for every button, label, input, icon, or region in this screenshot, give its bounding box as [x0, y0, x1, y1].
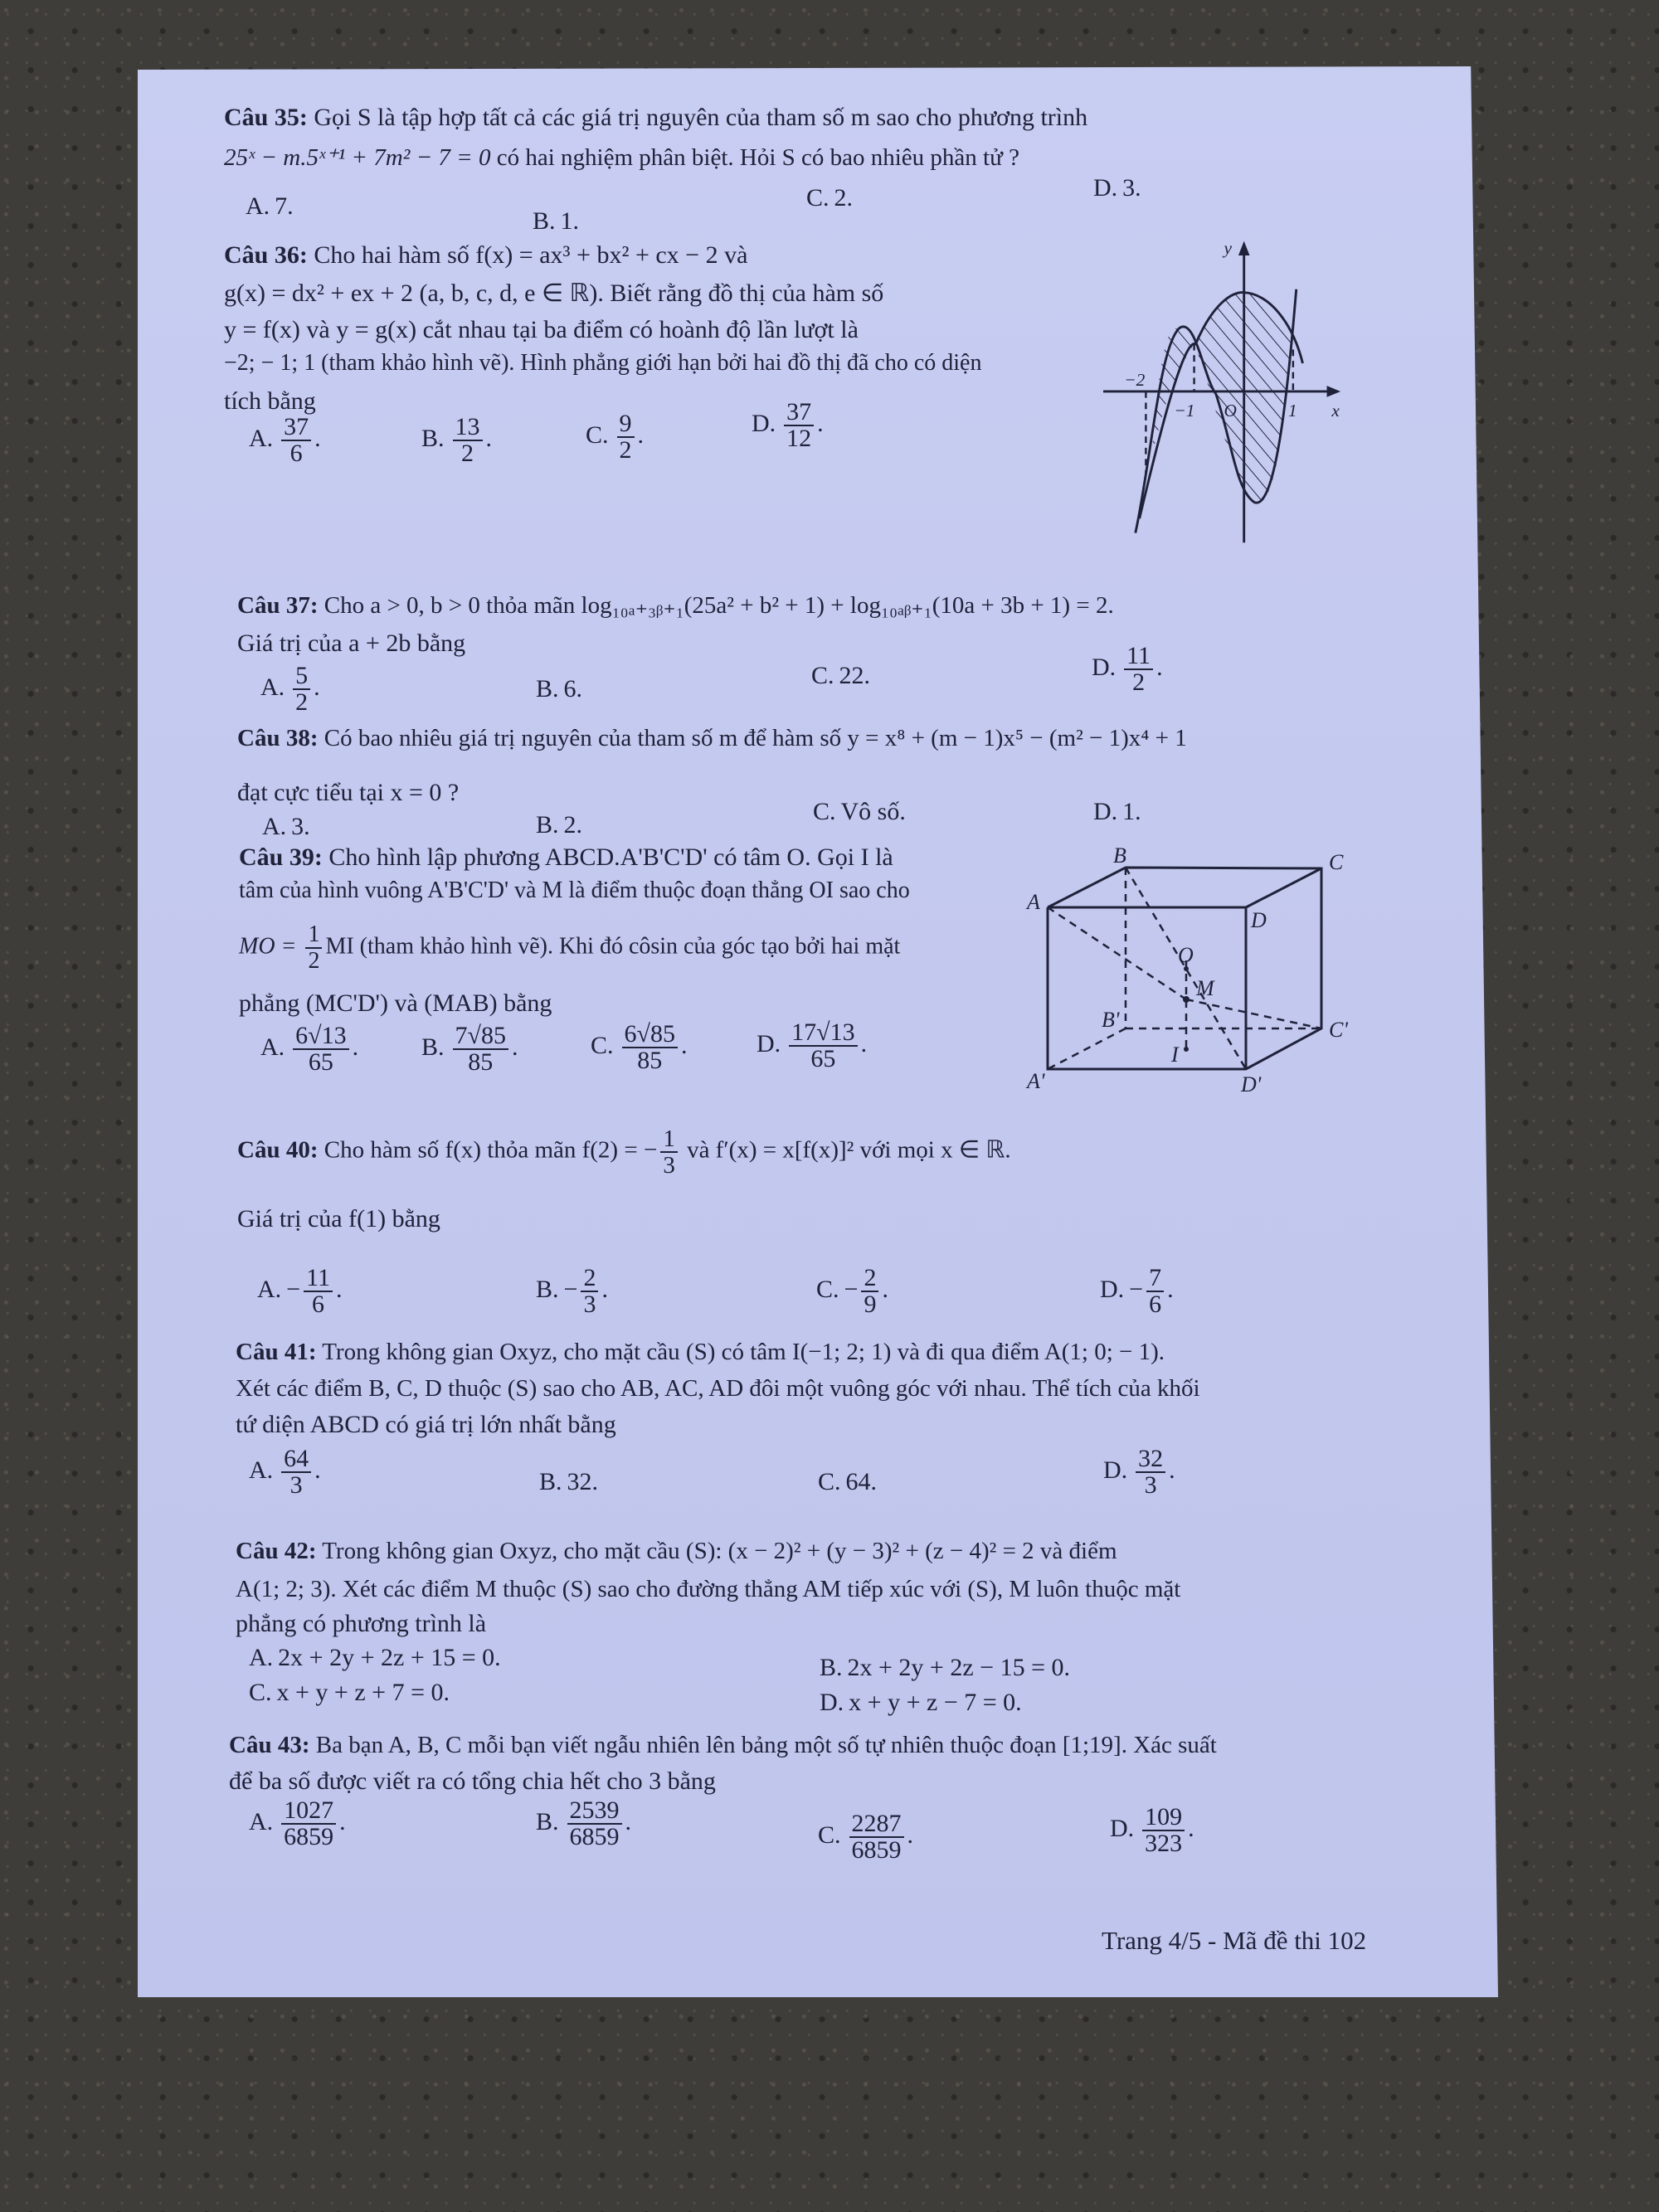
q41-line2: Xét các điểm B, C, D thuộc (S) sao cho AB, AC, AD đôi một vuông góc với nhau. Thể tích của khối: [236, 1375, 1200, 1402]
option-key: D.: [1092, 653, 1117, 681]
q39-line1: [239, 843, 893, 873]
option-value: 2.: [563, 811, 583, 839]
option-key: A.: [249, 1644, 274, 1671]
vertex-B-prime: B': [1102, 1008, 1120, 1032]
q42-line2: A(1; 2; 3). Xét các điểm M thuộc (S) sao cho đường thẳng AM tiếp xúc với (S), M luôn thuộc mặt: [236, 1576, 1181, 1602]
option-key: B.: [536, 1807, 559, 1835]
fraction: [784, 400, 814, 451]
option-key: A.: [249, 424, 274, 452]
fraction: [453, 1023, 508, 1075]
numerator: 11: [304, 1266, 333, 1292]
q37-line2: Giá trị của a + 2b bằng: [237, 630, 466, 657]
denominator: 6859: [569, 1823, 620, 1850]
origin-label: O: [1224, 401, 1237, 421]
q39-option-b: B. $\frac{7√85}{85}$ .: [421, 1022, 518, 1076]
fraction: [293, 664, 310, 715]
q38-line1: [237, 723, 1187, 753]
denominator: 6: [289, 440, 303, 467]
denominator: 3: [289, 1471, 303, 1499]
q36-option-c: C. $\frac{9}{2}$ .: [586, 410, 645, 464]
denominator: 3: [663, 1152, 675, 1179]
option-key: D.: [820, 1689, 844, 1716]
q43-option-c: C. $\frac{2287}{6859}$ .: [818, 1810, 914, 1864]
option-key: B.: [421, 1033, 445, 1061]
denominator: 6: [312, 1291, 325, 1318]
option-key: A.: [249, 1807, 274, 1835]
q36-line5: tích bằng: [224, 387, 316, 415]
denominator: 2: [619, 436, 632, 464]
option-key: A.: [262, 813, 287, 840]
q41-line1: [236, 1337, 1165, 1367]
numerator: 32: [1136, 1446, 1165, 1473]
numerator: 13: [453, 415, 483, 441]
option-value: 3.: [291, 813, 310, 840]
fraction: [581, 1266, 598, 1317]
numerator: 1: [660, 1126, 678, 1153]
option-key: B.: [536, 811, 559, 839]
q39-line2: tâm của hình vuông A'B'C'D' và M là điểm thuộc đoạn thẳng OI sao cho: [239, 878, 910, 903]
q39-text3: MI (tham khảo hình vẽ). Khi đó côsin của góc tạo bởi hai mặt: [325, 933, 901, 960]
q39-text1: Cho hình lập phương ABCD.A'B'C'D' có tâm O. Gọi I là: [322, 843, 893, 871]
q36-graph-figure: [1103, 224, 1369, 556]
q38-option-c: [813, 798, 906, 826]
q39-line3: [239, 922, 900, 974]
q39-cube-figure: [1020, 829, 1369, 1111]
option-key: D.: [1100, 1275, 1125, 1303]
q40-label: Câu 40:: [237, 1136, 319, 1164]
q43-label: Câu 43:: [229, 1732, 310, 1758]
numerator: 2: [581, 1266, 598, 1292]
q38-option-b: [536, 811, 582, 839]
numerator: 6√13: [293, 1023, 348, 1050]
q42-option-a: [249, 1644, 501, 1672]
fraction: [1124, 644, 1153, 695]
x-axis-arrow-icon: [1327, 386, 1340, 397]
option-value: 1.: [1122, 798, 1141, 825]
numerator: 1: [305, 922, 322, 949]
option-key: C.: [586, 421, 609, 449]
q36-option-d: D. $\frac{37}{12}$ .: [752, 398, 824, 452]
option-key: C.: [818, 1468, 841, 1495]
q35-label: Câu 35:: [224, 104, 308, 131]
q40-text1b: và f′(x) = x[f(x)]² với mọi x ∈ ℝ.: [680, 1136, 1011, 1164]
q36-line2: g(x) = dx² + ex + 2 (a, b, c, d, e ∈ ℝ). Biết rằng đồ thị của hàm số: [224, 280, 884, 307]
numerator: 6√85: [622, 1022, 678, 1048]
option-value: Vô số.: [840, 798, 906, 825]
q43-option-a: A. $\frac{1027}{6859}$ .: [249, 1796, 346, 1850]
q40-option-c: C. − $\frac{2}{9}$ .: [816, 1264, 888, 1318]
option-key: D.: [1093, 174, 1118, 202]
fraction: [789, 1020, 857, 1072]
q35-option-c: [806, 184, 853, 212]
option-key: C.: [811, 662, 834, 689]
fraction: [567, 1798, 622, 1850]
numerator: 11: [1124, 644, 1153, 670]
vertex-C: C: [1329, 850, 1344, 874]
fraction: [293, 1023, 348, 1075]
vertex-B: B: [1113, 843, 1126, 868]
option-key: D.: [1103, 1456, 1128, 1484]
numerator: 1027: [281, 1798, 336, 1825]
q36-option-a: A. $\frac{37}{6}$ .: [249, 413, 321, 467]
option-key: C.: [591, 1031, 614, 1059]
q36-line4: −2; − 1; 1 (tham khảo hình vẽ). Hình phẳng giới hạn bởi hai đồ thị đã cho có diện: [224, 350, 982, 376]
denominator: 2: [308, 948, 320, 974]
q36-line3: y = f(x) và y = g(x) cắt nhau tại ba điểm có hoành độ lần lượt là: [224, 316, 859, 343]
numerator: 7√85: [453, 1023, 508, 1050]
q35-line1: [224, 103, 1087, 133]
option-key: C.: [813, 798, 836, 825]
option-key: D.: [1110, 1814, 1135, 1842]
q39-option-a: A. $\frac{6√13}{65}$ .: [260, 1022, 359, 1076]
denominator: 6: [1149, 1291, 1162, 1318]
q40-option-d: D. − $\frac{7}{6}$ .: [1100, 1264, 1174, 1318]
option-key: C.: [806, 184, 830, 211]
fraction: [281, 1446, 311, 1498]
q42-label: Câu 42:: [236, 1538, 317, 1564]
q36-label: Câu 36:: [224, 241, 308, 269]
q38-label: Câu 38:: [237, 725, 319, 751]
minus-sign: −: [286, 1275, 301, 1303]
option-key: B.: [536, 1275, 559, 1303]
q37-text1: Cho a > 0, b > 0 thỏa mãn log₁₀ₐ₊₃ᵦ₊₁(25a² + b² + 1) + log₁₀ₐᵦ₊₁(10a + 3b + 1) = 2.: [318, 592, 1114, 619]
q39-label: Câu 39:: [239, 843, 323, 871]
fraction: [622, 1022, 678, 1073]
fraction: [849, 1811, 904, 1863]
q43-text1: Ba bạn A, B, C mỗi bạn viết ngẫu nhiên lên bảng một số tự nhiên thuộc đoạn [1;19]. Xác suất: [309, 1732, 1217, 1758]
q41-text1: Trong không gian Oxyz, cho mặt cầu (S) có tâm I(−1; 2; 1) và đi qua điểm A(1; 0; − 1).: [316, 1339, 1165, 1365]
q36-option-b: B. $\frac{13}{2}$ .: [421, 413, 493, 467]
q42-line3: phẳng có phương trình là: [236, 1610, 487, 1637]
q41-option-d: D. $\frac{32}{3}$ .: [1103, 1445, 1175, 1499]
q37-option-a: A. $\frac{5}{2}$ .: [260, 662, 320, 716]
option-value: 64.: [845, 1468, 878, 1495]
denominator: 3: [583, 1291, 596, 1318]
option-key: B.: [536, 675, 559, 702]
q35-text: Gọi S là tập hợp tất cả các giá trị nguyên của tham số m sao cho phương trình: [307, 104, 1088, 131]
q39-option-c: C. $\frac{6√85}{85}$ .: [591, 1020, 688, 1074]
vertex-M: M: [1196, 976, 1214, 1000]
fraction: [861, 1266, 878, 1317]
option-key: A.: [260, 1033, 285, 1061]
vertex-D: D: [1251, 908, 1267, 932]
q41-label: Câu 41:: [236, 1339, 317, 1365]
fraction: [1146, 1266, 1164, 1317]
q40-line2: Giá trị của f(1) bằng: [237, 1205, 440, 1232]
q41-option-b: [539, 1468, 598, 1496]
y-axis-label: y: [1224, 238, 1232, 259]
option-value: 2x + 2y + 2z − 15 = 0.: [847, 1654, 1071, 1681]
fraction: [305, 922, 322, 974]
q42-option-b: [820, 1654, 1070, 1682]
denominator: 9: [864, 1291, 877, 1318]
q39-line4: phẳng (MC'D') và (MAB) bằng: [239, 989, 552, 1017]
q38-line2: đạt cực tiểu tại x = 0 ?: [237, 779, 460, 806]
q35-option-a: [246, 192, 294, 221]
q43-option-b: B. $\frac{2539}{6859}$ .: [536, 1796, 632, 1850]
tick-label-1: 1: [1288, 401, 1297, 421]
minus-sign: −: [563, 1275, 578, 1303]
denominator: 323: [1145, 1830, 1183, 1857]
option-key: B.: [820, 1654, 843, 1681]
tick-label-neg1: −1: [1174, 401, 1195, 421]
q36-line1: [224, 241, 747, 270]
option-value: x + y + z + 7 = 0.: [276, 1679, 450, 1706]
option-value: 3.: [1122, 174, 1141, 202]
q39-option-d: D. $\frac{17√13}{65}$ .: [757, 1018, 868, 1072]
vertex-O: O: [1178, 943, 1194, 967]
q40-option-b: B. − $\frac{2}{3}$ .: [536, 1264, 608, 1318]
q37-option-c: [811, 662, 870, 690]
numerator: 37: [784, 400, 814, 426]
q39-mo: MO =: [239, 933, 303, 960]
fraction: [453, 415, 483, 466]
numerator: 17√13: [789, 1020, 857, 1047]
q37-line1: [237, 591, 1114, 620]
q38-option-d: [1093, 798, 1141, 826]
numerator: 2539: [567, 1798, 622, 1825]
y-axis-arrow-icon: [1238, 241, 1250, 255]
q35-line2: [224, 143, 1019, 173]
fraction: [1136, 1446, 1165, 1498]
q40-option-a: A. − $\frac{11}{6}$ .: [257, 1264, 343, 1318]
q35-option-d: [1093, 174, 1141, 202]
q38-text1: Có bao nhiêu giá trị nguyên của tham số m để hàm số y = x⁸ + (m − 1)x⁵ − (m² − 1)x⁴ + 1: [318, 725, 1187, 751]
denominator: 85: [468, 1048, 494, 1076]
option-value: 1.: [560, 207, 580, 235]
option-key: C.: [816, 1275, 839, 1303]
fraction: [304, 1266, 333, 1317]
fraction: [1142, 1805, 1185, 1856]
q41-option-c: [818, 1468, 877, 1496]
vertex-A-prime: A': [1027, 1069, 1045, 1093]
numerator: 9: [617, 411, 635, 438]
q43-line2: để ba số được viết ra có tổng chia hết cho 3 bằng: [229, 1767, 716, 1795]
denominator: 3: [1144, 1471, 1157, 1499]
option-value: 7.: [275, 192, 294, 220]
fraction: [617, 411, 635, 463]
minus-sign: −: [1129, 1275, 1144, 1303]
vertex-A: A: [1027, 890, 1040, 914]
q35-equation: 25ˣ − m.5ˣ⁺¹ + 7m² − 7 = 0: [224, 144, 491, 171]
fraction: [660, 1126, 678, 1178]
option-value: 2.: [834, 184, 854, 211]
q43-option-d: D. $\frac{109}{323}$ .: [1110, 1803, 1194, 1857]
option-key: C.: [818, 1821, 841, 1849]
option-key: B.: [533, 207, 556, 235]
option-key: C.: [249, 1679, 272, 1706]
option-key: A.: [257, 1275, 282, 1303]
fraction: [281, 1798, 336, 1850]
q43-line1: [229, 1730, 1217, 1760]
fraction: [281, 415, 311, 466]
numerator: 109: [1142, 1805, 1185, 1831]
vertex-I: I: [1171, 1043, 1179, 1067]
denominator: 85: [637, 1047, 663, 1074]
q36-text1: Cho hai hàm số f(x) = ax³ + bx² + cx − 2 và: [307, 241, 748, 269]
page-footer: Trang 4/5 - Mã đề thi 102: [1102, 1926, 1367, 1955]
numerator: 2287: [849, 1811, 904, 1838]
q37-option-d: D. $\frac{11}{2}$ .: [1092, 642, 1163, 696]
option-value: 32.: [567, 1468, 599, 1495]
q35-text2: có hai nghiệm phân biệt. Hỏi S có bao nhiêu phần tử ?: [490, 144, 1019, 171]
numerator: 7: [1146, 1266, 1164, 1292]
numerator: 64: [281, 1446, 311, 1473]
q42-option-c: [249, 1679, 450, 1707]
option-value: 2x + 2y + 2z + 15 = 0.: [278, 1644, 501, 1671]
denominator: 6859: [851, 1836, 902, 1864]
option-key: B.: [421, 424, 445, 452]
q42-line1: [236, 1536, 1117, 1566]
option-key: D.: [1093, 798, 1118, 825]
q42-option-d: [820, 1689, 1022, 1717]
denominator: 2: [295, 688, 309, 716]
minus-sign: −: [844, 1275, 859, 1303]
option-key: D.: [752, 409, 776, 437]
x-axis-label: x: [1331, 401, 1340, 421]
numerator: 5: [293, 664, 310, 690]
denominator: 12: [786, 425, 812, 452]
option-key: A.: [246, 192, 270, 220]
q37-option-b: [536, 675, 582, 703]
numerator: 2: [861, 1266, 878, 1292]
vertex-D-prime: D': [1241, 1072, 1262, 1096]
vertex-C-prime: C': [1329, 1018, 1348, 1042]
q40-text1: Cho hàm số f(x) thỏa mãn f(2) = −: [318, 1136, 658, 1164]
q37-label: Câu 37:: [237, 592, 319, 619]
q38-option-a: [262, 813, 310, 841]
option-key: B.: [539, 1468, 562, 1495]
option-value: x + y + z − 7 = 0.: [849, 1689, 1022, 1716]
denominator: 6859: [284, 1823, 334, 1850]
tick-label-neg2: −2: [1124, 370, 1146, 391]
denominator: 2: [1132, 668, 1146, 696]
q42-text1: Trong không gian Oxyz, cho mặt cầu (S): (x − 2)² + (y − 3)² + (z − 4)² = 2 và điểm: [316, 1538, 1117, 1564]
option-key: A.: [260, 673, 285, 701]
option-key: D.: [757, 1029, 781, 1057]
denominator: 65: [810, 1045, 836, 1072]
option-key: A.: [249, 1456, 274, 1484]
q35-option-b: [533, 207, 579, 236]
option-value: 6.: [563, 675, 583, 702]
q41-option-a: A. $\frac{64}{3}$ .: [249, 1445, 321, 1499]
q41-line3: tứ diện ABCD có giá trị lớn nhất bằng: [236, 1411, 616, 1438]
numerator: 37: [281, 415, 311, 441]
q40-line1: [237, 1126, 1011, 1178]
denominator: 65: [308, 1048, 333, 1076]
denominator: 2: [461, 440, 474, 467]
option-value: 22.: [839, 662, 871, 689]
